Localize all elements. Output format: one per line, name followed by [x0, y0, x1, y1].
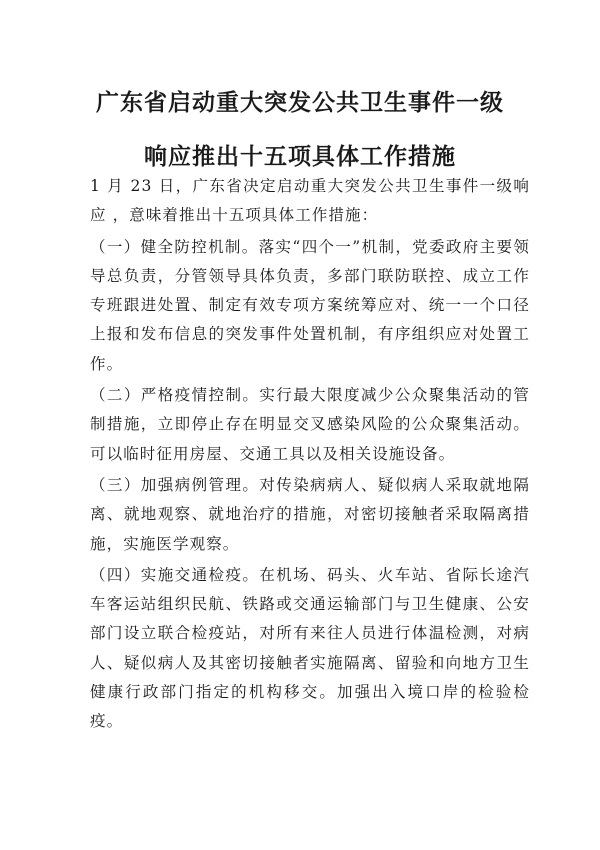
section-text-2: 实行最大限度减少公众聚集活动的管制措施，立即停止存在明显交叉感染风险的公众聚集活动。可以临时征用房屋、交通工具以及相关设施设备。: [90, 386, 530, 463]
document-body: [90, 172, 530, 737]
section-heading-2: （二）严格疫情控制。: [90, 386, 260, 405]
section-text-1: 落实“四个一”机制，党委政府主要领导总负责，分管领导具体负责，多部门联防联控、成立工作专班跟进处置、制定有效专项方案统筹应对、统一一个口径上报和发布信息的突发事件处置机制，有序组织应对处置工作。: [90, 237, 530, 373]
section-text-4: 在机场、码头、火车站、省际长途汽车客运站组织民航、铁路或交通运输部门与卫生健康、公安部门设立联合检疫站，对所有来往人员进行体温检测，对病人、疑似病人及其密切接触者实施隔离、留验和向地方卫生健康行政部门指定的机构移交。加强出入境口岸的检验检疫。: [90, 565, 530, 731]
section-text-3: 对传染病病人、疑似病人采取就地隔离、就地观察、就地治疗的措施，对密切接触者采取隔离措施，实施医学观察。: [90, 475, 530, 553]
section-paragraph-3: [90, 471, 530, 559]
section-heading-3: （三）加强病例管理。: [90, 475, 260, 494]
intro-paragraph: 1 月 23 日，广东省决定启动重大突发公共卫生事件一级响应 ，意味着推出十五项具体工作措施：: [90, 177, 530, 225]
section-heading-1: （一）健全防控机制。: [90, 237, 259, 256]
document-title-line-2: 响应推出十五项具体工作措施: [144, 144, 456, 170]
section-paragraph-2: [90, 381, 530, 469]
section-heading-4: （四）实施交通检疫。: [90, 565, 260, 584]
document-title-line-1: 广东省启动重大突发公共卫生事件一级: [96, 90, 504, 116]
section-paragraph-4: [90, 561, 530, 737]
section-paragraph-1: [90, 233, 530, 379]
